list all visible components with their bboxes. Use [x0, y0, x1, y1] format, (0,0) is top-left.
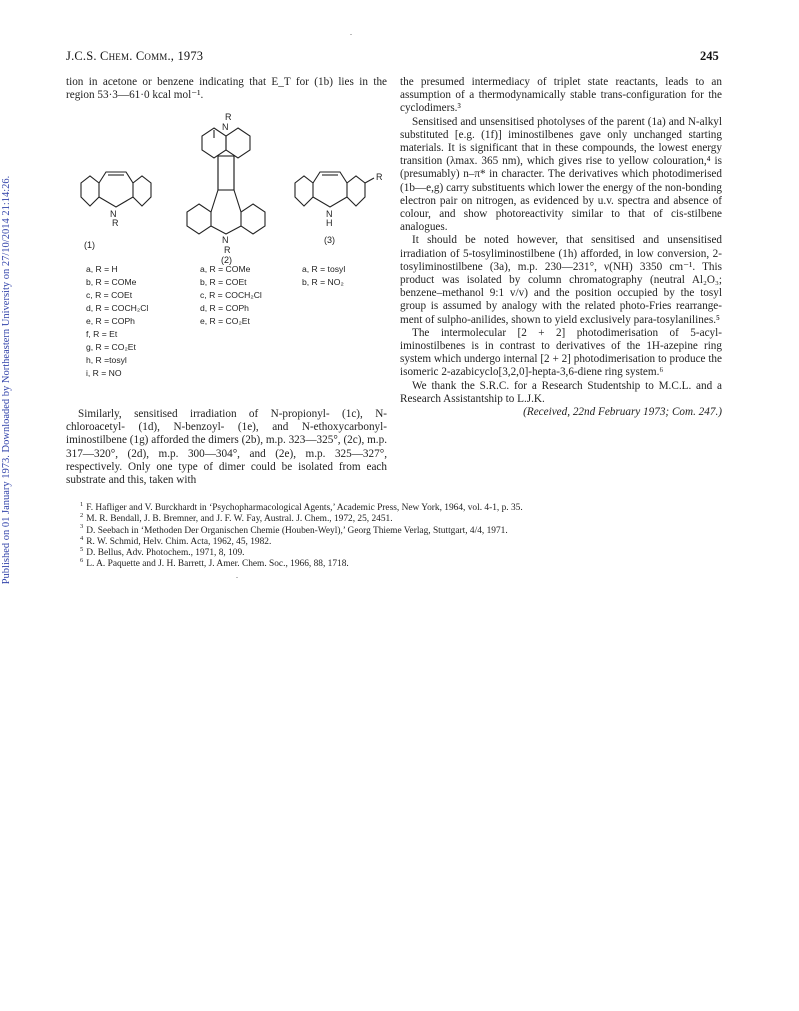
- compound-3-label: (3): [324, 235, 335, 245]
- list-1-item: a, R = H: [86, 264, 118, 274]
- structure-2: [187, 128, 265, 234]
- structures-svg: [66, 112, 391, 402]
- reference-number: 5: [80, 546, 84, 554]
- list-3-item: a, R = tosyl: [302, 264, 346, 274]
- left-top-paragraph: [66, 76, 387, 102]
- received-text: (Received, 22nd February 1973; Com. 247.): [523, 406, 722, 419]
- reference-text: D. Bellus, Adv. Photochem., 1971, 8, 109.: [86, 548, 245, 559]
- structure-2-r-bottom: R: [224, 245, 231, 255]
- page-number: 245: [700, 49, 719, 63]
- list-2-item: e, R = CO₂Et: [200, 316, 250, 326]
- received-line: [400, 406, 722, 419]
- list-2-item: b, R = COEt: [200, 277, 247, 287]
- reference-text: R. W. Schmid, Helv. Chim. Acta, 1962, 45, 1982.: [86, 536, 272, 547]
- structure-1-n: N: [110, 209, 117, 219]
- acknowledgement: We thank the S.R.C. for a Research Studentship to M.C.L. and a Research Assistantship to L.J.K.: [400, 379, 722, 405]
- right-column: [400, 76, 722, 419]
- left-bottom-paragraph: [66, 408, 387, 487]
- reference-number: 3: [80, 523, 84, 531]
- list-1-item: e, R = COPh: [86, 316, 135, 326]
- references: [80, 500, 730, 571]
- list-2-item: a, R = COMe: [200, 264, 251, 274]
- reference-text: F. Hafliger and V. Burckhardt in ‘Psychopharmacological Agents,’ Academic Press, New York, 1964, vol. 4-1, p. 35.: [86, 503, 523, 513]
- structure-2-r-top: R: [225, 112, 232, 122]
- reference-item: [80, 500, 730, 514]
- scan-speck: [350, 34, 352, 35]
- reference-text: D. Seebach in ‘Methoden Der Organischen Chemie (Houben-Weyl),’ Georg Thieme Verlag, Stuttgart, 4/4, 1971.: [86, 525, 508, 536]
- reference-item: [80, 523, 730, 537]
- paragraph-photolyses: Sensitised and unsensitised photolyses of the parent (1a) and N-alkyl substituted [e.g. (1f)] iminostilbenes gave only unchanged starting materials. It is significant that in these compounds, the lowest energy transition (λmax. 365 nm), which gives rise to yellow colouration,⁴ is (presumably) n–π* in character. The derivatives which photodimerised (1b—e,g) carry substituents which lower the energy of the non-bonding electron pair on nitrogen, as evidenced by u.v. spectra and absence of colour, and show photoreactivity similar to that of cis-stilbene analogues.: [400, 115, 722, 234]
- list-1-item: f, R = Et: [86, 329, 118, 339]
- list-1-item: g, R = CO₂Et: [86, 342, 136, 352]
- reference-item: [80, 534, 730, 548]
- reference-number: 4: [80, 534, 84, 542]
- reference-item: [80, 514, 730, 525]
- structure-1-r: R: [112, 218, 119, 228]
- compound-2-label: (2): [221, 255, 232, 265]
- structure-3-n: N: [326, 209, 333, 219]
- list-2-item: d, R = COPh: [200, 303, 249, 313]
- list-1-item: i, R = NO: [86, 368, 122, 378]
- et-paragraph: tion in acetone or benzene indicating that E_T for (1b) lies in the region 53·3—61·0 kcal mol⁻¹.: [66, 76, 387, 102]
- list-1-item: h, R =tosyl: [86, 355, 127, 365]
- download-watermark: Published on 01 January 1973. Downloaded by Northeastern University on 27/10/2014 21:14:26.: [1, 175, 12, 585]
- paragraph-triplet: the presumed intermediacy of triplet state reactants, leads to an assumption of a thermodynamically stable trans-configuration for the cyclodimers.³: [400, 76, 722, 115]
- paragraph-photodimerisation: The intermolecular [2 + 2] photodimerisation of 5-acyliminostilbenes is in contrast to derivatives of the 1H-azepine ring system which undergo internal [2 + 2] photodimerisation to produce the isomeric 2-azabicyclo[3,2,0]-hepta-3,6-diene ring system.⁶: [400, 326, 722, 379]
- scan-speck: [236, 577, 238, 578]
- list-2-item: c, R = COCH₂Cl: [200, 290, 262, 300]
- reference-item: [80, 559, 730, 570]
- structure-1: [81, 172, 151, 207]
- structure-2-n-top: N: [222, 122, 229, 132]
- dimers-paragraph: Similarly, sensitised irradiation of N-propionyl- (1c), N-chloroacetyl- (1d), N-benzoyl- (1e), and N-ethoxycarbonyl-iminostilbene (1g) afforded the dimers (2b), m.p. 323—325°, (2c), m.p. 317—320°, (2d), m.p. 300—304°, and (2e), m.p. 325—327°, respectively. Only one type of dimer could be isolated from each substrate and this, taken with: [66, 408, 387, 487]
- structure-3-h: H: [326, 218, 333, 228]
- reference-text: L. A. Paquette and J. H. Barrett, J. Amer. Chem. Soc., 1966, 88, 1718.: [86, 559, 349, 570]
- running-header: [66, 49, 203, 64]
- paragraph-tosyl: It should be noted however, that sensitised and unsensitised irradiation of 5-tosyliminostilbene (1h) afforded, in low conversion, 2-tosyliminostilbene (3a), m.p. 230—231°, ν(NH) 3350 cm⁻¹. This product was isolated by column chromatography (neutral Al₂O₃; benzene–methanol 9:1 v/v) and the position occupied by the tosyl group is assumed by analogy with the related photo-Fries rearrangement of sulpho-anilides, shown to yield exclusively para-tosylanilines.⁵: [400, 234, 722, 326]
- reference-item: [80, 548, 730, 559]
- structure-3-r: R: [376, 172, 383, 182]
- structures-figure: [66, 112, 391, 402]
- reference-text: M. R. Bendall, J. B. Bremner, and J. F. W. Fay, Austral. J. Chem., 1972, 25, 2451.: [86, 514, 393, 525]
- list-1-item: c, R = COEt: [86, 290, 133, 300]
- list-1-item: d, R = COCH₂Cl: [86, 303, 149, 313]
- structure-2-n-bottom: N: [222, 235, 229, 245]
- journal-title: J.C.S. Chem. Comm., 1973: [66, 49, 204, 63]
- reference-number: 6: [80, 557, 84, 565]
- reference-number: 1: [80, 500, 84, 508]
- reference-number: 2: [80, 512, 84, 520]
- list-1-item: b, R = COMe: [86, 277, 137, 287]
- structure-3: [295, 172, 374, 207]
- list-3-item: b, R = NO₂: [302, 277, 344, 287]
- compound-1-label: (1): [84, 240, 95, 250]
